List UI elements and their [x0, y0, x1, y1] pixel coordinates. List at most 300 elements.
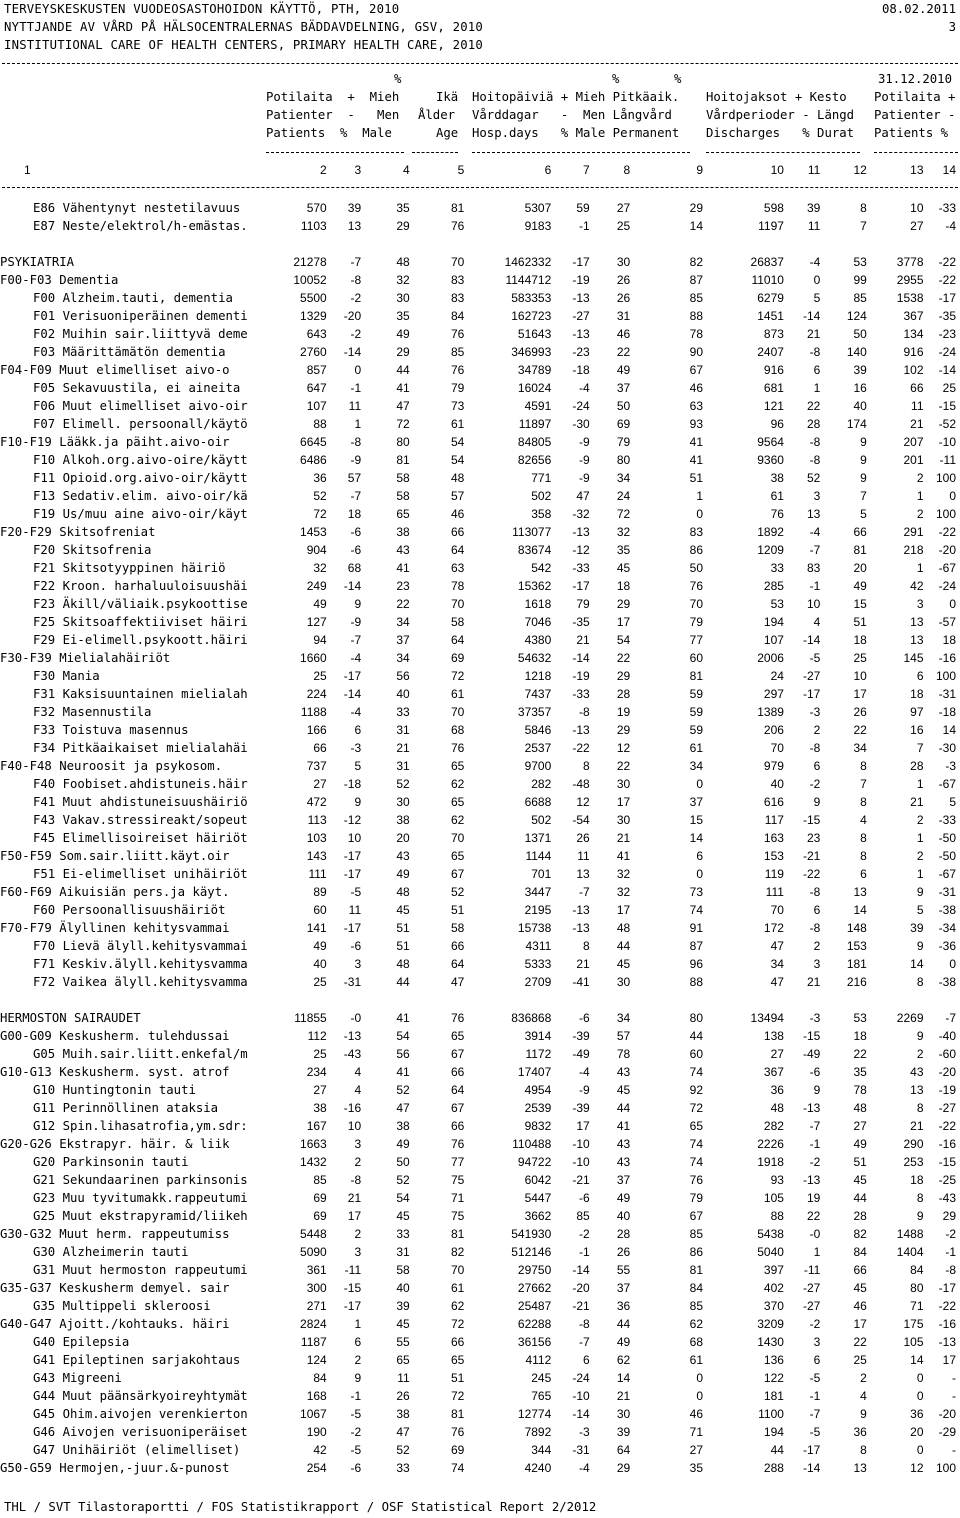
cell-col-5: 76 — [450, 363, 465, 377]
cell-col-13: 1404 — [896, 1245, 924, 1259]
cell-col-9: 60 — [689, 1047, 703, 1061]
row-label: G30 Alzheimerin tauti — [33, 1245, 189, 1259]
cell-col-6: 9832 — [524, 1119, 552, 1133]
cell-col-11: -8 — [809, 435, 821, 449]
cell-col-9: 83 — [689, 525, 703, 539]
cell-col-4: 43 — [396, 849, 410, 863]
cell-col-5: 68 — [450, 723, 465, 737]
cell-col-10: 1451 — [757, 309, 784, 323]
cell-col-11: -0 — [809, 1227, 821, 1241]
cell-col-8: 37 — [616, 381, 631, 395]
cell-col-12: 34 — [853, 741, 867, 755]
cell-col-9: 0 — [696, 1389, 703, 1403]
cell-col-12: 78 — [853, 1083, 867, 1097]
cell-col-13 — [867, 991, 924, 1009]
cell-col-4: 38 — [396, 525, 410, 539]
cell-col-9: 6 — [696, 849, 703, 863]
cell-col-13: 18 — [910, 687, 924, 701]
cell-col-4: 51 — [396, 939, 410, 953]
cell-col-3: 9 — [354, 597, 362, 611]
cell-col-6 — [464, 235, 551, 253]
cell-col-3: 11 — [348, 903, 362, 917]
cell-col-14: -31 — [938, 885, 956, 899]
table-row — [0, 1297, 960, 1315]
cell-col-8: 44 — [616, 939, 631, 953]
cell-col-14: -16 — [938, 1137, 956, 1151]
cell-col-6: 583353 — [511, 291, 552, 305]
cell-col-3: 0 — [354, 363, 362, 377]
table-row — [0, 847, 960, 865]
cell-col-13: 291 — [903, 525, 924, 539]
cell-col-14: -60 — [938, 1047, 956, 1061]
cell-col-8: 49 — [616, 363, 631, 377]
cell-col-11: -17 — [802, 687, 821, 701]
cell-col-4: 52 — [396, 1083, 410, 1097]
cell-col-10: 5438 — [757, 1227, 784, 1241]
cell-col-14: 100 — [935, 507, 956, 521]
table-row — [0, 595, 960, 613]
cell-col-8: 22 — [616, 345, 631, 359]
table-row — [0, 1459, 960, 1477]
cell-col-11: -7 — [809, 543, 821, 557]
cell-col-6: 27662 — [517, 1281, 552, 1295]
cell-col-5: 47 — [450, 975, 465, 989]
row-label: G35 Multippeli skleroosi — [33, 1299, 211, 1313]
table-row — [0, 1063, 960, 1081]
cell-col-4: 48 — [396, 957, 410, 971]
cell-col-14: -11 — [939, 453, 956, 467]
cell-col-11: -2 — [809, 1317, 821, 1331]
cell-col-2: 166 — [306, 723, 327, 737]
cell-col-12: 6 — [860, 867, 867, 881]
cell-col-2: 271 — [306, 1299, 327, 1313]
cell-col-7: -2 — [579, 1227, 590, 1241]
cell-col-9: 92 — [689, 1083, 703, 1097]
cell-col-9: 50 — [689, 561, 703, 575]
cell-col-8: 44 — [616, 1101, 631, 1115]
cell-col-5: 67 — [450, 1047, 465, 1061]
cell-col-4: 49 — [396, 867, 410, 881]
cell-col-7: -13 — [572, 903, 590, 917]
separator-top — [2, 63, 958, 64]
row-label: F19 Us/muu aine aivo-oir/käyt — [33, 507, 248, 521]
table-row — [0, 1189, 960, 1207]
cell-col-14: -15 — [938, 1155, 956, 1169]
cell-col-5: 81 — [450, 201, 465, 215]
cell-col-3: -16 — [343, 1101, 362, 1115]
cell-col-13: 27 — [910, 219, 924, 233]
cell-col-5: 64 — [450, 543, 465, 557]
cell-col-8: 22 — [616, 651, 631, 665]
cell-col-5: 69 — [450, 651, 465, 665]
cell-col-5: 64 — [450, 633, 465, 647]
cell-col-14: -57 — [938, 615, 956, 629]
cell-col-3: -6 — [350, 543, 362, 557]
cell-col-14: -33 — [938, 201, 956, 215]
cell-col-13: 13 — [910, 615, 924, 629]
cell-col-7: 26 — [576, 831, 590, 845]
header-patients-ye-l3: Patients % — [874, 126, 949, 140]
row-label: G10 Huntingtonin tauti — [33, 1083, 196, 1097]
row-label: F23 Äkill/väliaik.psykoottise — [33, 597, 248, 611]
cell-col-9: 81 — [689, 669, 703, 683]
cell-col-6: 502 — [531, 489, 552, 503]
cell-col-2: 1103 — [300, 219, 327, 233]
cell-col-2: 42 — [313, 1443, 327, 1457]
cell-col-13: 207 — [903, 435, 924, 449]
cell-col-10: 119 — [764, 867, 784, 881]
cell-col-5: 83 — [450, 273, 465, 287]
cell-col-11: 21 — [806, 327, 821, 341]
cell-col-10: 24 — [770, 669, 784, 683]
cell-col-9: 81 — [689, 1263, 703, 1277]
cell-col-14: -27 — [938, 1101, 956, 1115]
cell-col-7: -13 — [572, 723, 590, 737]
cell-col-6: 1144712 — [505, 273, 552, 287]
cell-col-5: 67 — [450, 867, 465, 881]
cell-col-9: 72 — [689, 1101, 703, 1115]
cell-col-8: 40 — [616, 1209, 631, 1223]
cell-col-9 — [630, 991, 703, 1009]
cell-col-12: 84 — [853, 1245, 867, 1259]
cell-col-12: 25 — [853, 1353, 867, 1367]
separator-header — [2, 187, 958, 188]
cell-col-8: 12 — [616, 741, 631, 755]
cell-col-3: -14 — [343, 687, 362, 701]
cell-col-5: 66 — [450, 1065, 465, 1079]
cell-col-12: 174 — [846, 417, 867, 431]
cell-col-11: 39 — [806, 201, 821, 215]
cell-col-6: 1218 — [524, 669, 552, 683]
cell-col-3: 39 — [347, 201, 362, 215]
cell-col-6: 765 — [531, 1389, 552, 1403]
table-row — [0, 757, 960, 775]
cell-col-3: -2 — [350, 327, 362, 341]
cell-col-4: 45 — [396, 1317, 410, 1331]
cell-col-12: 81 — [853, 543, 867, 557]
cell-col-4: 56 — [396, 669, 410, 683]
cell-col-7: -9 — [579, 453, 590, 467]
table-row — [0, 793, 960, 811]
cell-col-8: 28 — [616, 1227, 631, 1241]
cell-col-6: 34789 — [517, 363, 552, 377]
row-label: G05 Muih.sair.liitt.enkefal/m — [33, 1047, 248, 1061]
cell-col-10: 402 — [763, 1281, 784, 1295]
cell-col-6: 4240 — [524, 1461, 552, 1475]
cell-col-14: -4 — [945, 219, 956, 233]
cell-col-4: 45 — [396, 1209, 410, 1223]
row-label: E86 Vähentynyt nestetilavuus — [33, 201, 241, 215]
cell-col-5: 66 — [450, 1335, 465, 1349]
cell-col-3: -12 — [343, 813, 362, 827]
table-row — [0, 1387, 960, 1405]
cell-col-4: 81 — [396, 453, 410, 467]
cell-col-12: 9 — [860, 435, 867, 449]
header-snapshot-date: 31.12.2010 — [877, 72, 952, 86]
cell-col-10: 163 — [763, 831, 784, 845]
cell-col-4: 11 — [397, 1371, 410, 1385]
cell-col-8: 36 — [616, 1299, 631, 1313]
cell-col-6: 4591 — [524, 399, 552, 413]
cell-col-12: 36 — [853, 1425, 867, 1439]
cell-col-4: 31 — [396, 1245, 410, 1259]
row-label: F40-F48 Neuroosit ja psykosom. — [0, 759, 223, 773]
row-label: G44 Muut päänsärkyoireyhtymät — [33, 1389, 248, 1403]
cell-col-9: 74 — [689, 1137, 703, 1151]
cell-col-4: 48 — [396, 885, 410, 899]
cell-col-2: 224 — [306, 687, 327, 701]
cell-col-6: 4311 — [525, 939, 552, 953]
cell-col-3: 10 — [347, 1119, 362, 1133]
cell-col-7: -54 — [572, 813, 590, 827]
cell-col-3: -1 — [350, 381, 362, 395]
row-label: G30-G32 Muut herm. rappeutumiss — [0, 1227, 230, 1241]
table-row — [0, 1153, 960, 1171]
col-num-4: 4 — [402, 163, 410, 177]
cell-col-10: 122 — [763, 1371, 784, 1385]
table-row — [0, 703, 960, 721]
row-label: F72 Vaikea älyll.kehitysvamma — [33, 975, 248, 989]
cell-col-11: 6 — [813, 363, 821, 377]
cell-col-7: -10 — [572, 1137, 590, 1151]
table-row — [0, 649, 960, 667]
cell-col-9: 85 — [689, 1227, 703, 1241]
cell-col-8: 29 — [616, 669, 631, 683]
cell-col-2: 27 — [313, 1083, 327, 1097]
cell-col-9: 74 — [689, 1155, 703, 1169]
cell-col-11: -5 — [809, 1425, 821, 1439]
cell-col-7: -14 — [572, 1263, 590, 1277]
cell-col-2: 1453 — [300, 525, 327, 539]
cell-col-13: 66 — [910, 381, 924, 395]
header-discharges-l3: Discharges % Durat — [706, 126, 855, 140]
statistics-table — [0, 199, 960, 1477]
cell-col-14: -67 — [938, 561, 956, 575]
row-label: F50-F59 Som.sair.liitt.käyt.oir — [0, 849, 230, 863]
cell-col-4: 58 — [396, 471, 410, 485]
cell-col-11: -5 — [809, 651, 821, 665]
table-row — [0, 631, 960, 649]
row-label: E87 Neste/elektrol/h-emästas. — [33, 219, 248, 233]
cell-col-10: 916 — [763, 363, 784, 377]
cell-col-5: 58 — [450, 615, 465, 629]
cell-col-3: 3 — [354, 1137, 362, 1151]
cell-col-2 — [284, 235, 326, 253]
cell-col-7: -7 — [579, 1335, 590, 1349]
table-row — [0, 883, 960, 901]
cell-col-8: 57 — [616, 1029, 631, 1043]
cell-col-5: 84 — [450, 309, 465, 323]
header-hospdays-l3: Hosp.days % Male Permanent — [472, 126, 680, 140]
cell-col-9: 35 — [689, 1461, 703, 1475]
cell-col-4 — [361, 991, 410, 1009]
cell-col-2: 1660 — [300, 651, 327, 665]
cell-col-12: 124 — [846, 309, 867, 323]
table-row — [0, 1279, 960, 1297]
cell-col-5: 78 — [450, 579, 465, 593]
cell-col-4: 40 — [396, 1281, 410, 1295]
row-label: F33 Toistuva masennus — [33, 723, 189, 737]
cell-col-6: 4112 — [525, 1353, 552, 1367]
cell-col-6: 84805 — [517, 435, 552, 449]
cell-col-10: 93 — [770, 1173, 784, 1187]
cell-col-13: 9 — [916, 939, 924, 953]
cell-col-14: -36 — [938, 939, 956, 953]
cell-col-6: 3914 — [524, 1029, 552, 1043]
cell-col-13: 13 — [910, 1083, 924, 1097]
cell-col-2 — [284, 991, 326, 1009]
table-row — [0, 1099, 960, 1117]
cell-col-14: -35 — [938, 309, 956, 323]
cell-col-2: 89 — [313, 885, 327, 899]
cell-col-11: -15 — [802, 1029, 821, 1043]
cell-col-8: 22 — [616, 759, 631, 773]
cell-col-11: 28 — [806, 417, 821, 431]
cell-col-2: 103 — [306, 831, 327, 845]
cell-col-11: -6 — [809, 1065, 821, 1079]
table-row — [0, 271, 960, 289]
cell-col-10: 53 — [770, 597, 784, 611]
cell-col-14: 5 — [949, 795, 956, 809]
cell-col-10: 70 — [770, 903, 784, 917]
cell-col-11: 10 — [806, 597, 821, 611]
table-row — [0, 199, 960, 217]
cell-col-3: -31 — [343, 975, 362, 989]
cell-col-12: 85 — [853, 291, 867, 305]
table-row — [0, 1171, 960, 1189]
cell-col-5: 72 — [450, 1317, 465, 1331]
header-discharges-l2: Vårdperioder - Längd — [706, 108, 855, 122]
cell-col-6: 7892 — [524, 1425, 552, 1439]
cell-col-5: 74 — [450, 1461, 465, 1475]
cell-col-14: -24 — [938, 345, 956, 359]
cell-col-12: 66 — [853, 1263, 867, 1277]
col-num-11: 11 — [807, 163, 821, 177]
col-num-10: 10 — [770, 163, 784, 177]
cell-col-6: 51643 — [517, 327, 552, 341]
cell-col-6 — [464, 991, 551, 1009]
cell-col-2: 570 — [306, 201, 327, 215]
cell-col-13: 14 — [910, 957, 924, 971]
cell-col-5: 72 — [450, 669, 465, 683]
cell-col-5: 65 — [450, 1353, 465, 1367]
cell-col-12: 22 — [853, 1047, 867, 1061]
cell-col-12: 15 — [853, 597, 867, 611]
cell-col-4: 45 — [396, 903, 410, 917]
cell-col-13: 6 — [916, 669, 924, 683]
cell-col-6: 5307 — [524, 201, 552, 215]
cell-col-11: -27 — [802, 1281, 821, 1295]
cell-col-10: 598 — [763, 201, 784, 215]
cell-col-12: 153 — [846, 939, 867, 953]
cell-col-6: 15362 — [517, 579, 552, 593]
cell-col-9: 1 — [696, 489, 703, 503]
cell-col-3: -17 — [343, 669, 362, 683]
cell-col-4: 37 — [396, 633, 410, 647]
cell-col-12: 35 — [853, 1065, 867, 1079]
row-label: G41 Epileptinen sarjakohtaus — [33, 1353, 241, 1367]
cell-col-13: 1 — [916, 831, 924, 845]
row-label: G20 Parkinsonin tauti — [33, 1155, 189, 1169]
row-label: F10-F19 Lääkk.ja päiht.aivo-oir — [0, 435, 230, 449]
cell-col-13: 916 — [903, 345, 924, 359]
cell-col-2: 36 — [313, 471, 327, 485]
cell-col-4: 56 — [396, 1047, 410, 1061]
cell-col-13: 2 — [916, 849, 924, 863]
cell-col-3: -2 — [350, 1425, 362, 1439]
cell-col-8: 54 — [616, 633, 631, 647]
cell-col-9: 67 — [689, 1209, 703, 1223]
cell-col-2: 190 — [306, 1425, 327, 1439]
cell-col-14: 18 — [942, 633, 956, 647]
table-row — [0, 361, 960, 379]
cell-col-13: 7 — [916, 741, 924, 755]
cell-col-6: 82656 — [517, 453, 552, 467]
cell-col-2: 32 — [313, 561, 327, 575]
cell-col-11: 6 — [813, 1353, 821, 1367]
cell-col-14: - — [952, 1389, 956, 1403]
cell-col-13: 290 — [903, 1137, 924, 1151]
header-patients-l3: Patients % Male — [266, 126, 392, 140]
cell-col-6: 162723 — [511, 309, 552, 323]
cell-col-13: 16 — [910, 723, 924, 737]
cell-col-12: 26 — [853, 705, 867, 719]
cell-col-9: 59 — [689, 723, 703, 737]
cell-col-9: 61 — [689, 1353, 703, 1367]
cell-col-14: -38 — [938, 903, 956, 917]
row-label: F02 Muihin sair.liittyvä deme — [33, 327, 248, 341]
cell-col-11: -15 — [802, 813, 821, 827]
cell-col-10: 616 — [763, 795, 784, 809]
cell-col-14: -43 — [938, 1191, 956, 1205]
table-row — [0, 1333, 960, 1351]
cell-col-13: 11 — [911, 399, 924, 413]
cell-col-9: 68 — [689, 1335, 703, 1349]
cell-col-4: 38 — [396, 1119, 410, 1133]
cell-col-9: 59 — [689, 705, 703, 719]
cell-col-4: 35 — [396, 309, 410, 323]
cell-col-13: 2269 — [896, 1011, 924, 1025]
cell-col-5: 81 — [450, 1227, 465, 1241]
cell-col-7: -9 — [579, 471, 590, 485]
cell-col-13: 8 — [916, 1191, 924, 1205]
cell-col-9: 76 — [689, 1173, 703, 1187]
cell-col-10: 136 — [763, 1353, 784, 1367]
cell-col-5: 65 — [450, 849, 465, 863]
cell-col-6: 37357 — [517, 705, 552, 719]
cell-col-12: 7 — [860, 219, 867, 233]
table-row — [0, 829, 960, 847]
cell-col-7: 17 — [576, 1119, 590, 1133]
cell-col-7: -18 — [572, 363, 590, 377]
cell-col-7: 8 — [583, 759, 590, 773]
cell-col-11: -17 — [802, 1443, 821, 1457]
cell-col-11: 3 — [813, 957, 821, 971]
cell-col-8 — [590, 235, 630, 253]
cell-col-3: 1 — [354, 417, 362, 431]
table-row — [0, 325, 960, 343]
table-row — [0, 289, 960, 307]
cell-col-7: -4 — [579, 1461, 590, 1475]
cell-col-13: 9 — [916, 885, 924, 899]
cell-col-13: 84 — [910, 1263, 924, 1277]
cell-col-3: -17 — [343, 921, 362, 935]
cell-col-14: 0 — [949, 489, 956, 503]
cell-col-13: 36 — [910, 1407, 924, 1421]
cell-col-10: 70 — [770, 741, 784, 755]
cell-col-14: 17 — [942, 1353, 956, 1367]
cell-col-10: 1918 — [757, 1155, 784, 1169]
